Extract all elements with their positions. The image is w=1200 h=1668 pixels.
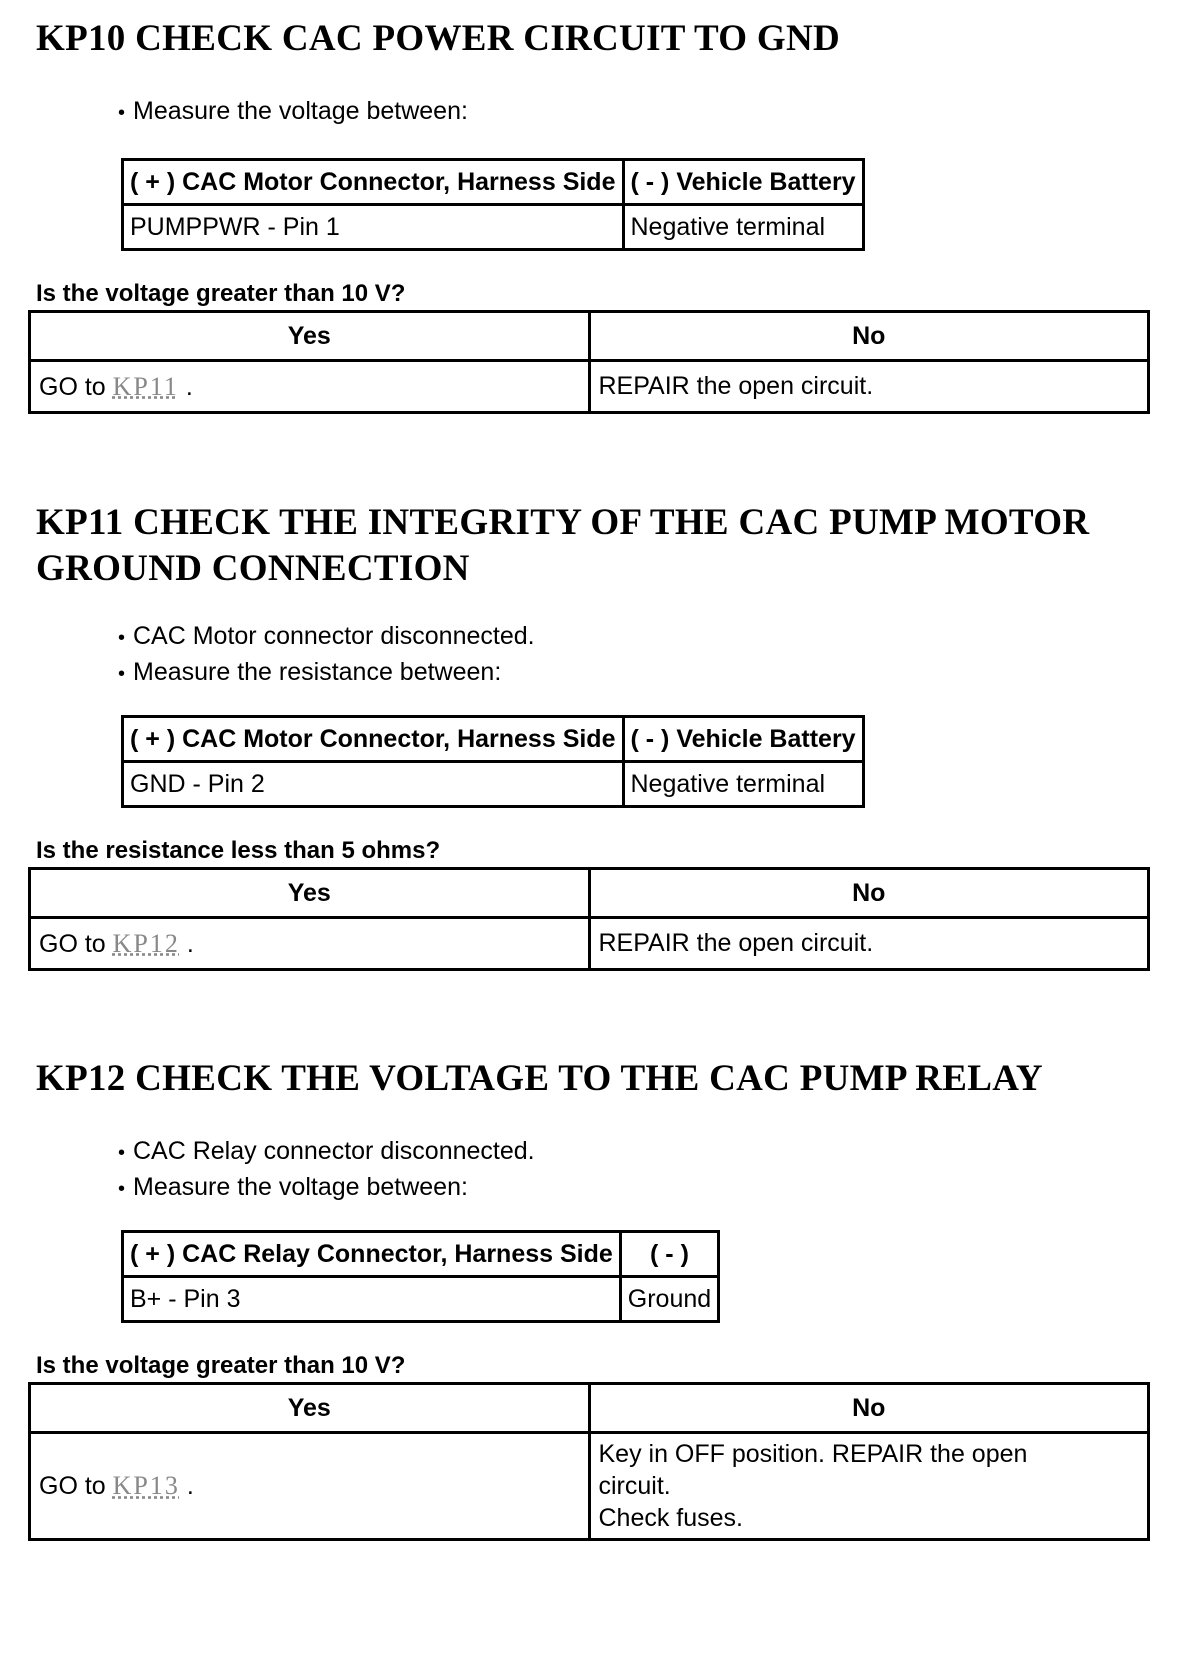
kp10-question: Is the voltage greater than 10 V? <box>36 280 406 307</box>
kp10-title: KP10 CHECK CAC POWER CIRCUIT TO GND <box>36 18 841 59</box>
kp12-no-cell <box>589 1433 1149 1540</box>
kp12-yes-header: Yes <box>30 1384 590 1433</box>
kp11-title-line-2: GROUND CONNECTION <box>36 548 470 589</box>
kp10-negative-value: Negative terminal <box>623 205 863 250</box>
kp11-yes-prefix: GO to <box>39 929 106 958</box>
kp11-no-cell: REPAIR the open circuit. <box>589 918 1149 970</box>
kp12-no-line-3: Check fuses. <box>598 1504 744 1532</box>
kp10-no-header: No <box>589 312 1149 361</box>
kp11-link[interactable]: KP11 <box>112 371 179 401</box>
kp12-result-table <box>28 1382 1150 1541</box>
kp12-no-line-1: Key in OFF position. REPAIR the open <box>598 1440 1028 1468</box>
kp10-measurement-table <box>121 158 865 251</box>
kp12-yes-suffix: . <box>186 1472 194 1500</box>
kp12-measurement-table <box>121 1230 720 1323</box>
kp12-no-line-2: circuit. <box>598 1472 671 1500</box>
kp11-positive-header: ( + ) CAC Motor Connector, Harness Side <box>123 717 624 762</box>
kp10-positive-header: ( + ) CAC Motor Connector, Harness Side <box>123 160 624 205</box>
kp12-positive-value: B+ - Pin 3 <box>123 1277 621 1322</box>
kp12-no-header: No <box>589 1384 1149 1433</box>
kp12-negative-value: Ground <box>620 1277 718 1322</box>
kp11-negative-value: Negative terminal <box>623 762 863 807</box>
kp12-link[interactable]: KP12 <box>112 928 180 958</box>
kp12-positive-header: ( + ) CAC Relay Connector, Harness Side <box>123 1232 621 1277</box>
kp10-no-cell: REPAIR the open circuit. <box>589 361 1149 413</box>
kp10-bullet-1: • Measure the voltage between: <box>118 94 468 130</box>
kp12-instructions <box>118 1134 535 1206</box>
kp10-instructions <box>118 94 468 130</box>
kp12-title: KP12 CHECK THE VOLTAGE TO THE CAC PUMP RELAY <box>36 1058 1043 1099</box>
kp11-instructions <box>118 619 535 691</box>
kp11-question: Is the resistance less than 5 ohms? <box>36 837 441 864</box>
kp11-bullet-1: • CAC Motor connector disconnected. <box>118 619 535 655</box>
kp11-measurement-table <box>121 715 865 808</box>
kp10-negative-header: ( - ) Vehicle Battery <box>623 160 863 205</box>
kp11-negative-header: ( - ) Vehicle Battery <box>623 717 863 762</box>
kp11-yes-header: Yes <box>30 869 590 918</box>
kp12-bullet-1: • CAC Relay connector disconnected. <box>118 1134 535 1170</box>
kp10-yes-cell <box>30 361 590 413</box>
kp10-yes-suffix: . <box>185 372 193 401</box>
kp12-yes-cell <box>30 1433 590 1540</box>
kp11-result-table <box>28 867 1150 971</box>
kp12-question: Is the voltage greater than 10 V? <box>36 1352 406 1379</box>
kp13-link[interactable]: KP13 <box>112 1471 180 1500</box>
kp12-negative-header: ( - ) <box>620 1232 718 1277</box>
kp11-positive-value: GND - Pin 2 <box>123 762 624 807</box>
kp10-yes-header: Yes <box>30 312 590 361</box>
kp12-yes-prefix: GO to <box>39 1472 106 1500</box>
kp10-yes-prefix: GO to <box>39 372 106 401</box>
kp11-bullet-2: • Measure the resistance between: <box>118 655 535 691</box>
kp10-result-table <box>28 310 1150 414</box>
kp12-bullet-2: • Measure the voltage between: <box>118 1170 535 1206</box>
kp11-no-header: No <box>589 869 1149 918</box>
kp10-positive-value: PUMPPWR - Pin 1 <box>123 205 624 250</box>
kp11-title <box>36 500 1089 592</box>
kp11-yes-cell <box>30 918 590 970</box>
kp11-yes-suffix: . <box>186 929 194 958</box>
kp11-title-line-1: KP11 CHECK THE INTEGRITY OF THE CAC PUMP MOTOR <box>36 502 1090 543</box>
